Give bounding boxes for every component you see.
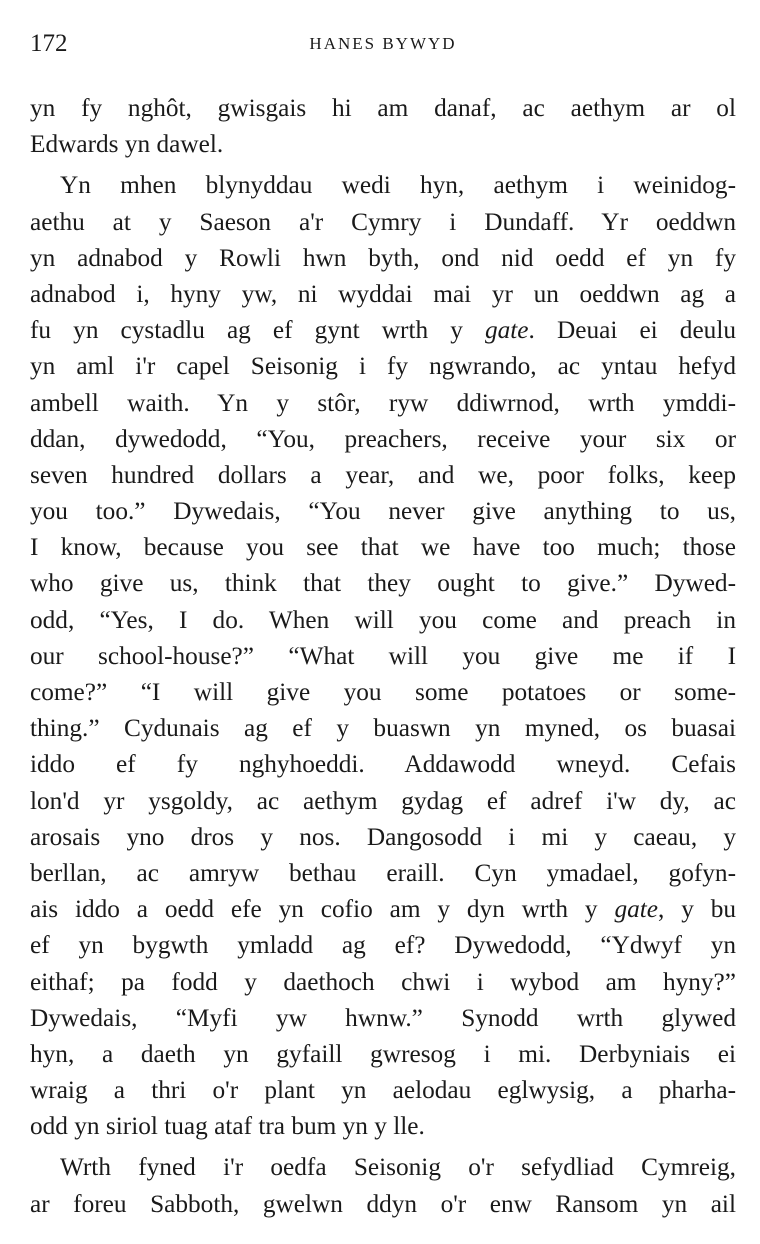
text-line: thing.” Cydunais ag ef y buaswn yn myned, os buasai [30,714,736,743]
italic-word: gate [614,895,659,924]
text-line: seven hundred dollars a year, and we, poor folks, keep [30,460,736,489]
text-line: Dywedais, “Myfi yw hwnw.” Synodd wrth glywed [30,1003,736,1032]
text-line: Yn mhen blynyddau wedi hyn, aethym i weinidog- [60,171,736,200]
text-line: our school-house?” “What will you give me if I [30,641,736,670]
text-line: odd, “Yes, I do. When will you come and preach in [30,605,736,634]
text-line: adnabod i, hyny yw, ni wyddai mai yr un oeddwn ag a [30,279,736,308]
text-line: wraig a thri o'r plant yn aelodau eglwysig, a pharha- [30,1076,736,1105]
text-line: yn aml i'r capel Seisonig i fy ngwrando, ac yntau hefyd [30,352,736,381]
text-line: hyn, a daeth yn gyfaill gwresog i mi. Derbyniais ei [30,1039,736,1068]
page-number: 172 [30,30,68,57]
text-line: berllan, ac amryw bethau eraill. Cyn ymadael, gofyn- [30,858,736,887]
text-line: ddan, dywedodd, “You, preachers, receive your six or [30,424,736,453]
paragraph-3 [30,1149,736,1221]
running-title: HANES BYWYD [309,34,457,53]
text-line: ais iddo a oedd efe yn cofio am y dyn wrth y gate, y bu [30,895,737,924]
text-line: ambell waith. Yn y stôr, ryw ddiwrnod, wrth ymddi- [30,388,736,417]
text-line: yn adnabod y Rowli hwn byth, ond nid oedd ef yn fy [30,243,736,272]
text-line: lon'd yr ysgoldy, ac aethym gydag ef adref i'w dy, ac [30,786,736,815]
text-line: eithaf; pa fodd y daethoch chwi i wybod am hyny?” [30,967,736,996]
text-line: odd yn siriol tuag ataf tra bum yn y lle. [30,1112,425,1141]
text-line: yn fy nghôt, gwisgais hi am danaf, ac aethym ar ol [30,94,736,122]
text-line: ar foreu Sabboth, gwelwn ddyn o'r enw Ransom yn ail [30,1189,736,1218]
book-page [30,26,736,1222]
italic-word: gate [484,316,529,345]
text-line: arosais yno dros y nos. Dangosodd i mi y caeau, y [30,822,736,851]
text-line: Wrth fyned i'r oedfa Seisonig o'r sefydliad Cymreig, [60,1153,736,1182]
text-line: come?” “I will give you some potatoes or some- [30,678,736,706]
text-line: iddo ef fy nghyhoeddi. Addawodd wneyd. Cefais [30,750,736,779]
text-line: fu yn cystadlu ag ef gynt wrth y gate. Deuai ei deulu [30,316,737,345]
paragraph-1 [30,90,736,162]
text-line: who give us, think that they ought to give.” Dywed- [30,569,736,598]
paragraph-2 [30,167,736,1144]
text-line: aethu at y Saeson a'r Cymry i Dundaff. Yr oeddwn [30,207,736,236]
text-line: I know, because you see that we have too much; those [30,533,736,562]
text-line: ef yn bygwth ymladd ag ef? Dywedodd, “Ydwyf yn [30,931,736,960]
body-text [30,90,736,1222]
text-line: you too.” Dywedais, “You never give anything to us, [30,497,736,526]
page-header [30,26,736,66]
text-line: Edwards yn dawel. [30,130,224,159]
